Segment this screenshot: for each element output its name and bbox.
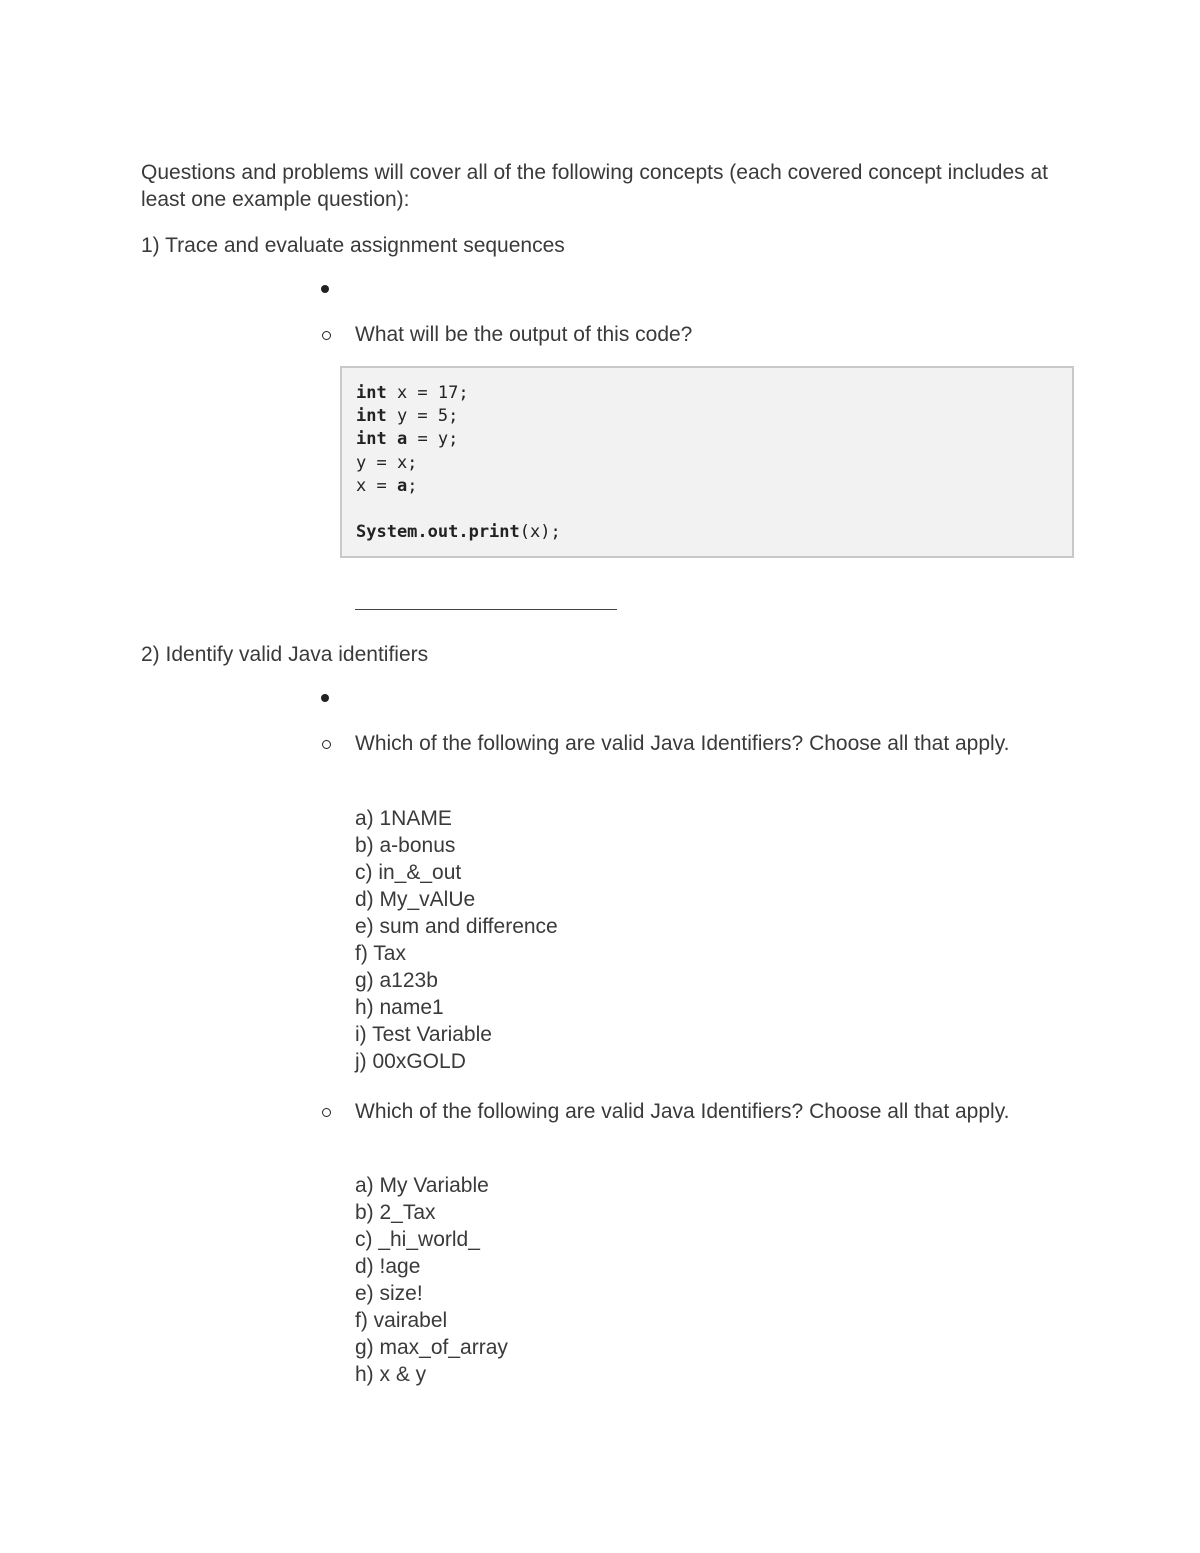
option-item: e) sum and difference [355,915,558,938]
section-2-heading: 2) Identify valid Java identifiers [141,643,429,666]
bullet-dot-icon [321,694,329,702]
code-line: int a = y; [356,429,459,450]
option-item: h) x & y [355,1363,427,1386]
code-line: x = a; [356,475,418,496]
intro-paragraph: Questions and problems will cover all of the following concepts (each covered concept includes at least one example question): [141,161,1048,211]
option-item: g) a123b [355,969,438,992]
option-item: h) name1 [355,996,444,1019]
code-block [340,366,1074,558]
code-line: y = x; [356,452,418,473]
option-item: a) 1NAME [355,807,452,830]
section-1-question: What will be the output of this code? [355,323,693,346]
option-item: d) !age [355,1255,421,1278]
option-item: f) vairabel [355,1309,448,1332]
option-item: a) My Variable [355,1174,489,1197]
option-item: b) a-bonus [355,834,456,857]
bullet-dot-icon [321,285,329,293]
code-line: System.out.print(x); [356,522,561,543]
identifier-question-2: Which of the following are valid Java Identifiers? Choose all that apply. [355,1100,1010,1123]
identifier-question-1: Which of the following are valid Java Identifiers? Choose all that apply. [355,732,1010,755]
hollow-bullet-icon [322,740,331,749]
identifier-options-1 [355,805,558,1075]
answer-blank-line [355,609,617,610]
identifier-options-2 [355,1172,508,1388]
option-item: j) 00xGOLD [355,1050,466,1073]
code-line: int y = 5; [356,406,459,427]
option-item: c) in_&_out [355,861,462,884]
option-item: g) max_of_array [355,1336,508,1359]
code-line: int x = 17; [356,383,469,403]
section-1-heading: 1) Trace and evaluate assignment sequences [141,234,565,257]
option-item: e) size! [355,1282,423,1305]
hollow-bullet-icon [322,331,331,340]
option-item: i) Test Variable [355,1023,492,1046]
option-item: f) Tax [355,942,406,965]
hollow-bullet-icon [322,1108,331,1117]
option-item: c) _hi_world_ [355,1228,480,1251]
option-item: d) My_vAlUe [355,888,476,911]
option-item: b) 2_Tax [355,1201,436,1224]
